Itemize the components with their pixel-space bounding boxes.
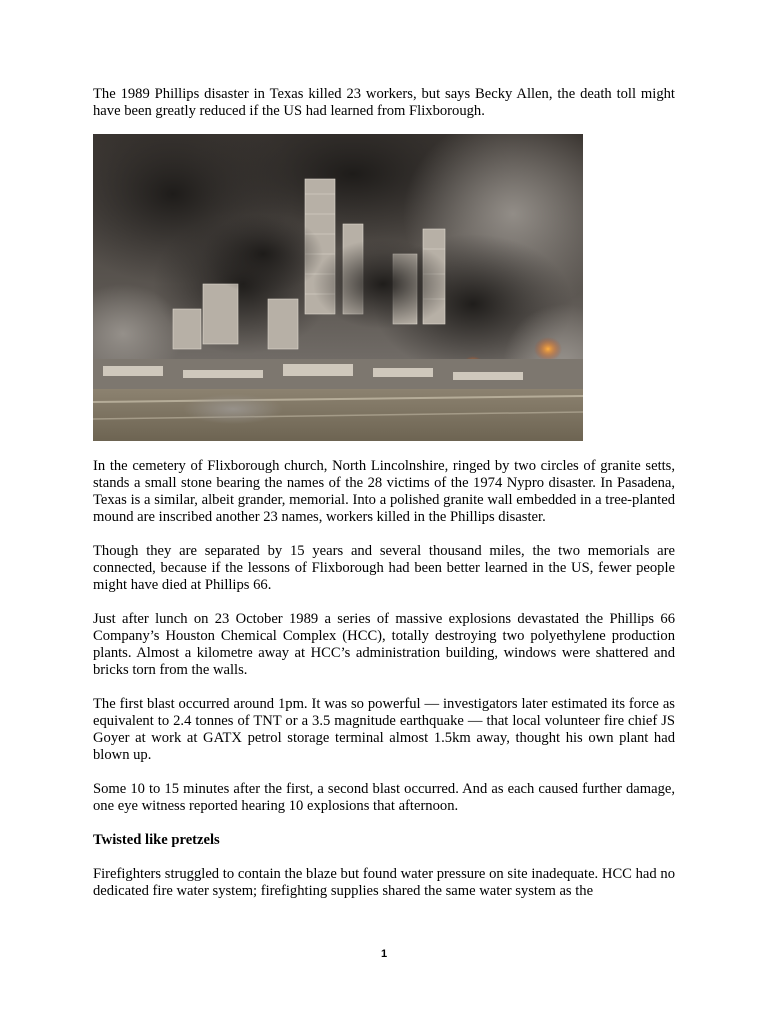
body-paragraph-connection: Though they are separated by 15 years and several thousand miles, the two memorials are connected, because if the lessons of Flixborough had been better learned in the US, fewer people might have died at Phillips 66. [93,543,675,593]
explosion-photo [93,134,583,441]
body-paragraph-second-blast: Some 10 to 15 minutes after the first, a second blast occurred. And as each caused further damage, one eye witness reported hearing 10 explosions that afternoon. [93,781,675,814]
body-paragraph-firefighters: Firefighters struggled to contain the blaze but found water pressure on site inadequate. HCC had no dedicated fire water system; firefighting supplies shared the same water system as the [93,866,675,899]
document-page [93,86,675,917]
body-paragraph-first-blast: The first blast occurred around 1pm. It was so powerful — investigators later estimated its force as equivalent to 2.4 tonnes of TNT or a 3.5 magnitude earthquake — that local volunteer fire chief JS Goyer at work at GATX petrol storage terminal almost 1.5km away, thought his own plant had blown up. [93,696,675,763]
section-heading: Twisted like pretzels [93,832,220,848]
page-number: 1 [380,948,388,960]
intro-paragraph: The 1989 Phillips disaster in Texas killed 23 workers, but says Becky Allen, the death toll might have been greatly reduced if the US had learned from Flixborough. [93,86,675,119]
body-paragraph-memorials: In the cemetery of Flixborough church, North Lincolnshire, ringed by two circles of granite setts, stands a small stone bearing the names of the 28 victims of the 1974 Nypro disaster. In Pasadena, Texas is a similar, albeit grander, memorial. Into a polished granite wall embedded in a tree-planted mound are inscribed another 23 names, workers killed in the Phillips disaster. [93,458,675,525]
body-paragraph-explosions: Just after lunch on 23 October 1989 a series of massive explosions devastated the Phillips 66 Company’s Houston Chemical Complex (HCC), totally destroying two polyethylene production plants. Almost a kilometre away at HCC’s administration building, windows were shattered and bricks torn from the walls. [93,611,675,678]
